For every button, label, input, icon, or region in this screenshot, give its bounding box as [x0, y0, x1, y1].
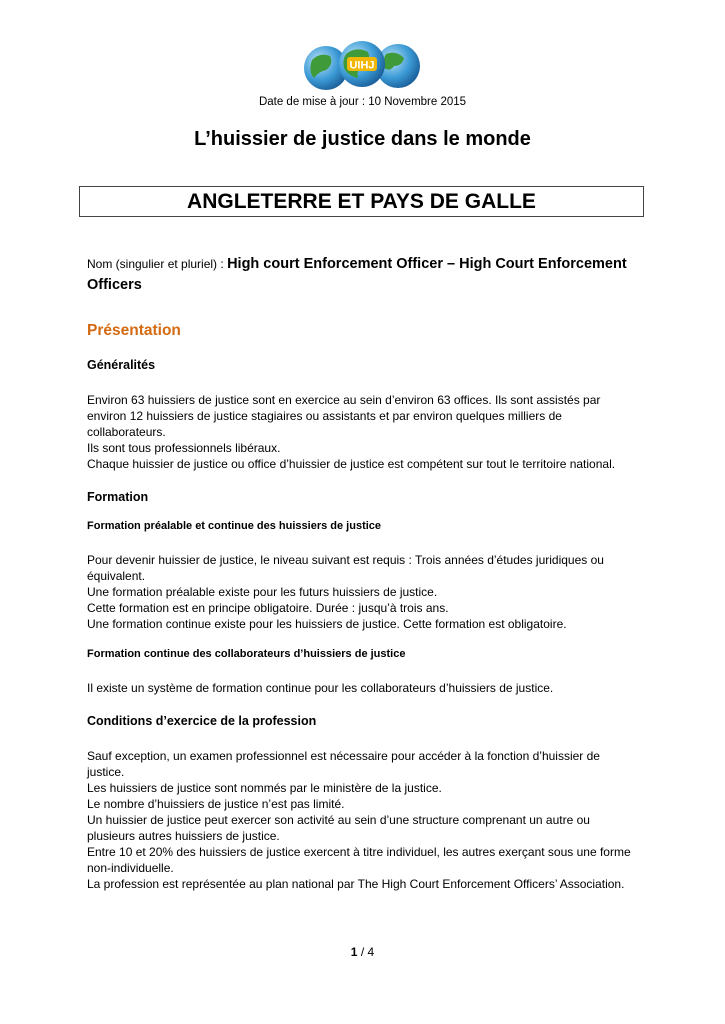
name-value: High court Enforcement Officer – High Court Enforcement Officers	[87, 256, 627, 293]
paragraph-generalites	[87, 392, 637, 472]
country-title-box	[79, 186, 644, 217]
subheading-formation-prealable: Formation préalable et continue des huissiers de justice	[87, 520, 382, 532]
text-line: Environ 63 huissiers de justice sont en exercice au sein d’environ 63 offices. Ils sont assistés par environ 12 huissiers de justice stagiaires ou assistants et par environ quelques milliers de collaborateurs.	[87, 393, 601, 439]
text-line: Les huissiers de justice sont nommés par le ministère de la justice.	[87, 781, 442, 795]
logo-text: UIHJ	[349, 59, 375, 72]
text-line: Le nombre d’huissiers de justice n’est pas limité.	[87, 797, 345, 811]
text-line: Sauf exception, un examen professionnel est nécessaire pour accéder à la fonction d’huissier de justice.	[87, 749, 600, 779]
subheading-formation-collaborateurs: Formation continue des collaborateurs d’huissiers de justice	[87, 648, 406, 660]
page-total: 4	[367, 945, 375, 959]
document-title: L’huissier de justice dans le monde	[194, 128, 531, 150]
text-line: Une formation continue existe pour les huissiers de justice. Cette formation est obligatoire.	[87, 617, 567, 631]
document-body	[87, 254, 637, 892]
subheading-conditions: Conditions d’exercice de la profession	[87, 714, 317, 728]
uihj-logo	[302, 40, 422, 94]
subheading-generalites: Généralités	[87, 358, 156, 372]
page-separator: /	[357, 945, 368, 959]
text-line: Pour devenir huissier de justice, le niveau suivant est requis : Trois années d’études juridiques ou équivalent.	[87, 553, 604, 583]
country-title: ANGLETERRE ET PAYS DE GALLE	[187, 189, 536, 213]
text-line: Il existe un système de formation continue pour les collaborateurs d’huissiers de justice.	[87, 681, 554, 695]
name-label: Nom (singulier et pluriel) :	[87, 257, 224, 271]
name-line	[87, 254, 637, 296]
subheading-formation: Formation	[87, 490, 149, 504]
paragraph-formation-prealable	[87, 552, 637, 632]
text-line: Entre 10 et 20% des huissiers de justice exercent à titre individuel, les autres exerçant sous une forme non-individuelle.	[87, 845, 631, 875]
text-line: Ils sont tous professionnels libéraux.	[87, 441, 281, 455]
text-line: La profession est représentée au plan national par The High Court Enforcement Officers’ Association.	[87, 877, 625, 891]
text-line: Une formation préalable existe pour les futurs huissiers de justice.	[87, 585, 438, 599]
section-heading-presentation: Présentation	[87, 322, 181, 339]
paragraph-conditions	[87, 748, 637, 892]
text-line: Un huissier de justice peut exercer son activité au sein d’une structure comprenant un autre ou plusieurs autres huissiers de justice.	[87, 813, 590, 843]
text-line: Cette formation est en principe obligatoire. Durée : jusqu’à trois ans.	[87, 601, 449, 615]
page-number	[0, 945, 725, 959]
paragraph-formation-collaborateurs	[87, 680, 637, 696]
text-line: Chaque huissier de justice ou office d’huissier de justice est compétent sur tout le territoire national.	[87, 457, 616, 471]
page-current: 1	[350, 945, 358, 959]
update-date: Date de mise à jour : 10 Novembre 2015	[258, 96, 467, 108]
